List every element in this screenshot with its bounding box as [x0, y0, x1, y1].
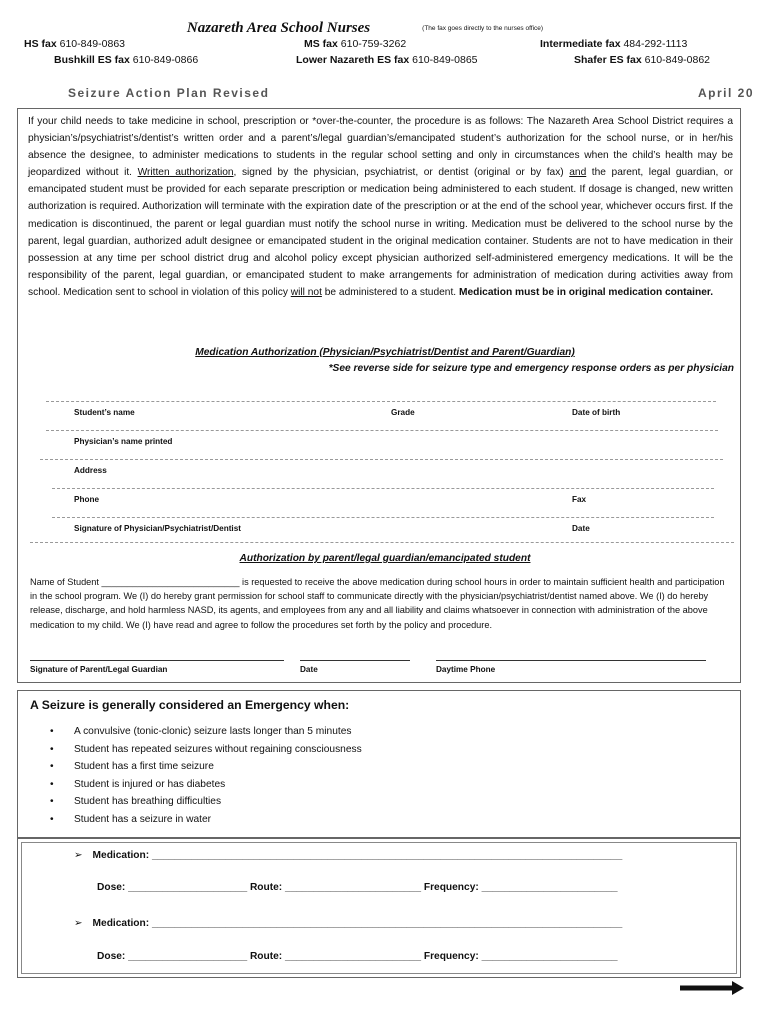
- title-text: Nazareth Area School Nurses: [186, 20, 371, 36]
- list-item: • Student has breathing difficulties: [50, 796, 222, 808]
- fax-intermediate: Intermediate fax 484-292-1113: [540, 38, 688, 50]
- medication-2-row[interactable]: ➢ Medication: ___________________________________________________________________________________: [74, 918, 623, 929]
- emergency-criteria-list: [50, 723, 362, 829]
- list-item: • Student is injured or has diabetes: [50, 778, 226, 790]
- fax-bushkill: Bushkill ES fax 610-849-0866: [54, 54, 199, 66]
- section-divider: [30, 542, 734, 543]
- next-page-arrow-icon: [680, 980, 746, 996]
- plan-title: Seizure Action Plan Revised: [68, 86, 270, 100]
- physician-signature-label: Signature of Physician/Psychiatrist/Dentist: [74, 524, 241, 533]
- medication-authorization-heading: Medication Authorization (Physician/Psychiatrist/Dentist and Parent/Guardian): [195, 347, 575, 358]
- phone-label: Phone: [74, 495, 100, 504]
- list-item: • A convulsive (tonic-clonic) seizure lasts longer than 5 minutes: [50, 726, 352, 737]
- school-nurses-title: [0, 20, 770, 37]
- fax-ms: MS fax 610-759-3262: [304, 38, 407, 50]
- list-item: • Student has repeated seizures without regaining consciousness: [50, 743, 362, 755]
- list-item: • Student has a first time seizure: [50, 761, 214, 773]
- daytime-phone-label: Daytime Phone: [436, 665, 496, 674]
- physician-signature-line[interactable]: [52, 517, 714, 518]
- student-name-line[interactable]: [46, 401, 716, 402]
- arrow-bullet-icon: ➢: [74, 918, 83, 929]
- dose-route-frequency-1-row[interactable]: Dose: _____________________ Route: ________________________ Frequency: ________________________: [97, 882, 618, 893]
- student-name-label: Student’s name: [74, 408, 135, 417]
- fax-shafer: Shafer ES fax 610-849-0862: [574, 54, 711, 66]
- student-name-blank[interactable]: ___________________________: [101, 577, 240, 587]
- address-label: Address: [74, 466, 107, 475]
- policy-paragraph: If your child needs to take medicine in school, prescription or *over-the-counter, the procedure is as follows: The Nazareth Area School District requires a physician’s/psychiatrist’s/dentist’s written order and a parent’s/legal guardian’s/emancipated student’s authorization for the school nurse, or in her/his absence the designee, to administer medications to students in the regular school setting and only in circumstances when the child’s health may be jeopardized without it. Written authorization, signed by the physician, psychiatrist, or dentist (original or by fax) and the parent, legal guardian, or emancipated student must be provided for each separate prescription or medication being administered to each student. If dosage is changed, new written authorization is required. Authorization will terminate with the expiration date of the prescription or at the end of the school year, whichever occurs first. If the medication is discontinued, the parent or legal guardian must notify the school nurse in writing. Medication must be delivered to the school nurse by the parent, legal guardian, authorized adult designee or emancipated student in the original medication container. Students are not to have medication in their possession at any time per school district drug and alcohol policy except physician authorized self-administered emergency medications. It will be the responsibility of the parent, legal guardian, or emancipated student to make arrangements for administration of medication during activities away from school. Medication sent to school in violation of this policy will not be administered to a student. Medication must be in original medication container.: [28, 116, 733, 298]
- physician-name-label: Physician’s name printed: [74, 437, 173, 446]
- plan-date: April 20: [697, 86, 754, 100]
- grade-label: Grade: [391, 408, 415, 417]
- emergency-heading: A Seizure is generally considered an Emergency when:: [30, 698, 350, 712]
- phone-line[interactable]: [52, 488, 714, 489]
- arrow-bullet-icon: ➢: [74, 850, 83, 861]
- fax-lower-nazareth: Lower Nazareth ES fax 610-849-0865: [296, 54, 478, 66]
- list-item: • Student has a seizure in water: [50, 813, 212, 825]
- daytime-phone-line[interactable]: [436, 660, 706, 661]
- medication-1-row[interactable]: ➢ Medication: ___________________________________________________________________________________: [74, 850, 623, 861]
- physician-date-label: Date: [572, 524, 590, 533]
- reverse-side-note: *See reverse side for seizure type and emergency response orders as per physician: [328, 363, 734, 374]
- guardian-signature-line[interactable]: [30, 660, 284, 661]
- guardian-signature-label: Signature of Parent/Legal Guardian: [30, 665, 168, 674]
- fax-label: Fax: [572, 495, 587, 504]
- fax-note: (The fax goes directly to the nurses office): [422, 25, 544, 33]
- dose-route-frequency-2-row[interactable]: Dose: _____________________ Route: ________________________ Frequency: ________________________: [97, 951, 618, 962]
- guardian-date-line[interactable]: [300, 660, 410, 661]
- guardian-date-label: Date: [300, 665, 318, 674]
- guardian-authorization-heading: Authorization by parent/legal guardian/emancipated student: [239, 553, 531, 564]
- dob-label: Date of birth: [572, 408, 621, 417]
- fax-hs: HS fax 610-849-0863: [24, 38, 125, 50]
- guardian-authorization-text: Name of Student ___________________________ is requested to receive the above medication during school hours in order to maintain sufficient health and participation in the school program. We (I) do hereby grant permission for school staff to communicate directly with the physician/psychiatrist/dentist named above. We (I) do hereby release, discharge, and hold harmless NASD, its agents, and employees from any and all liability and claims whatsoever in connection with administration of the above medication to my child. We (I) have read and agree to follow the procedures set forth by the policy and procedure.: [30, 577, 725, 630]
- physician-name-line[interactable]: [46, 430, 718, 431]
- address-line[interactable]: [40, 459, 723, 460]
